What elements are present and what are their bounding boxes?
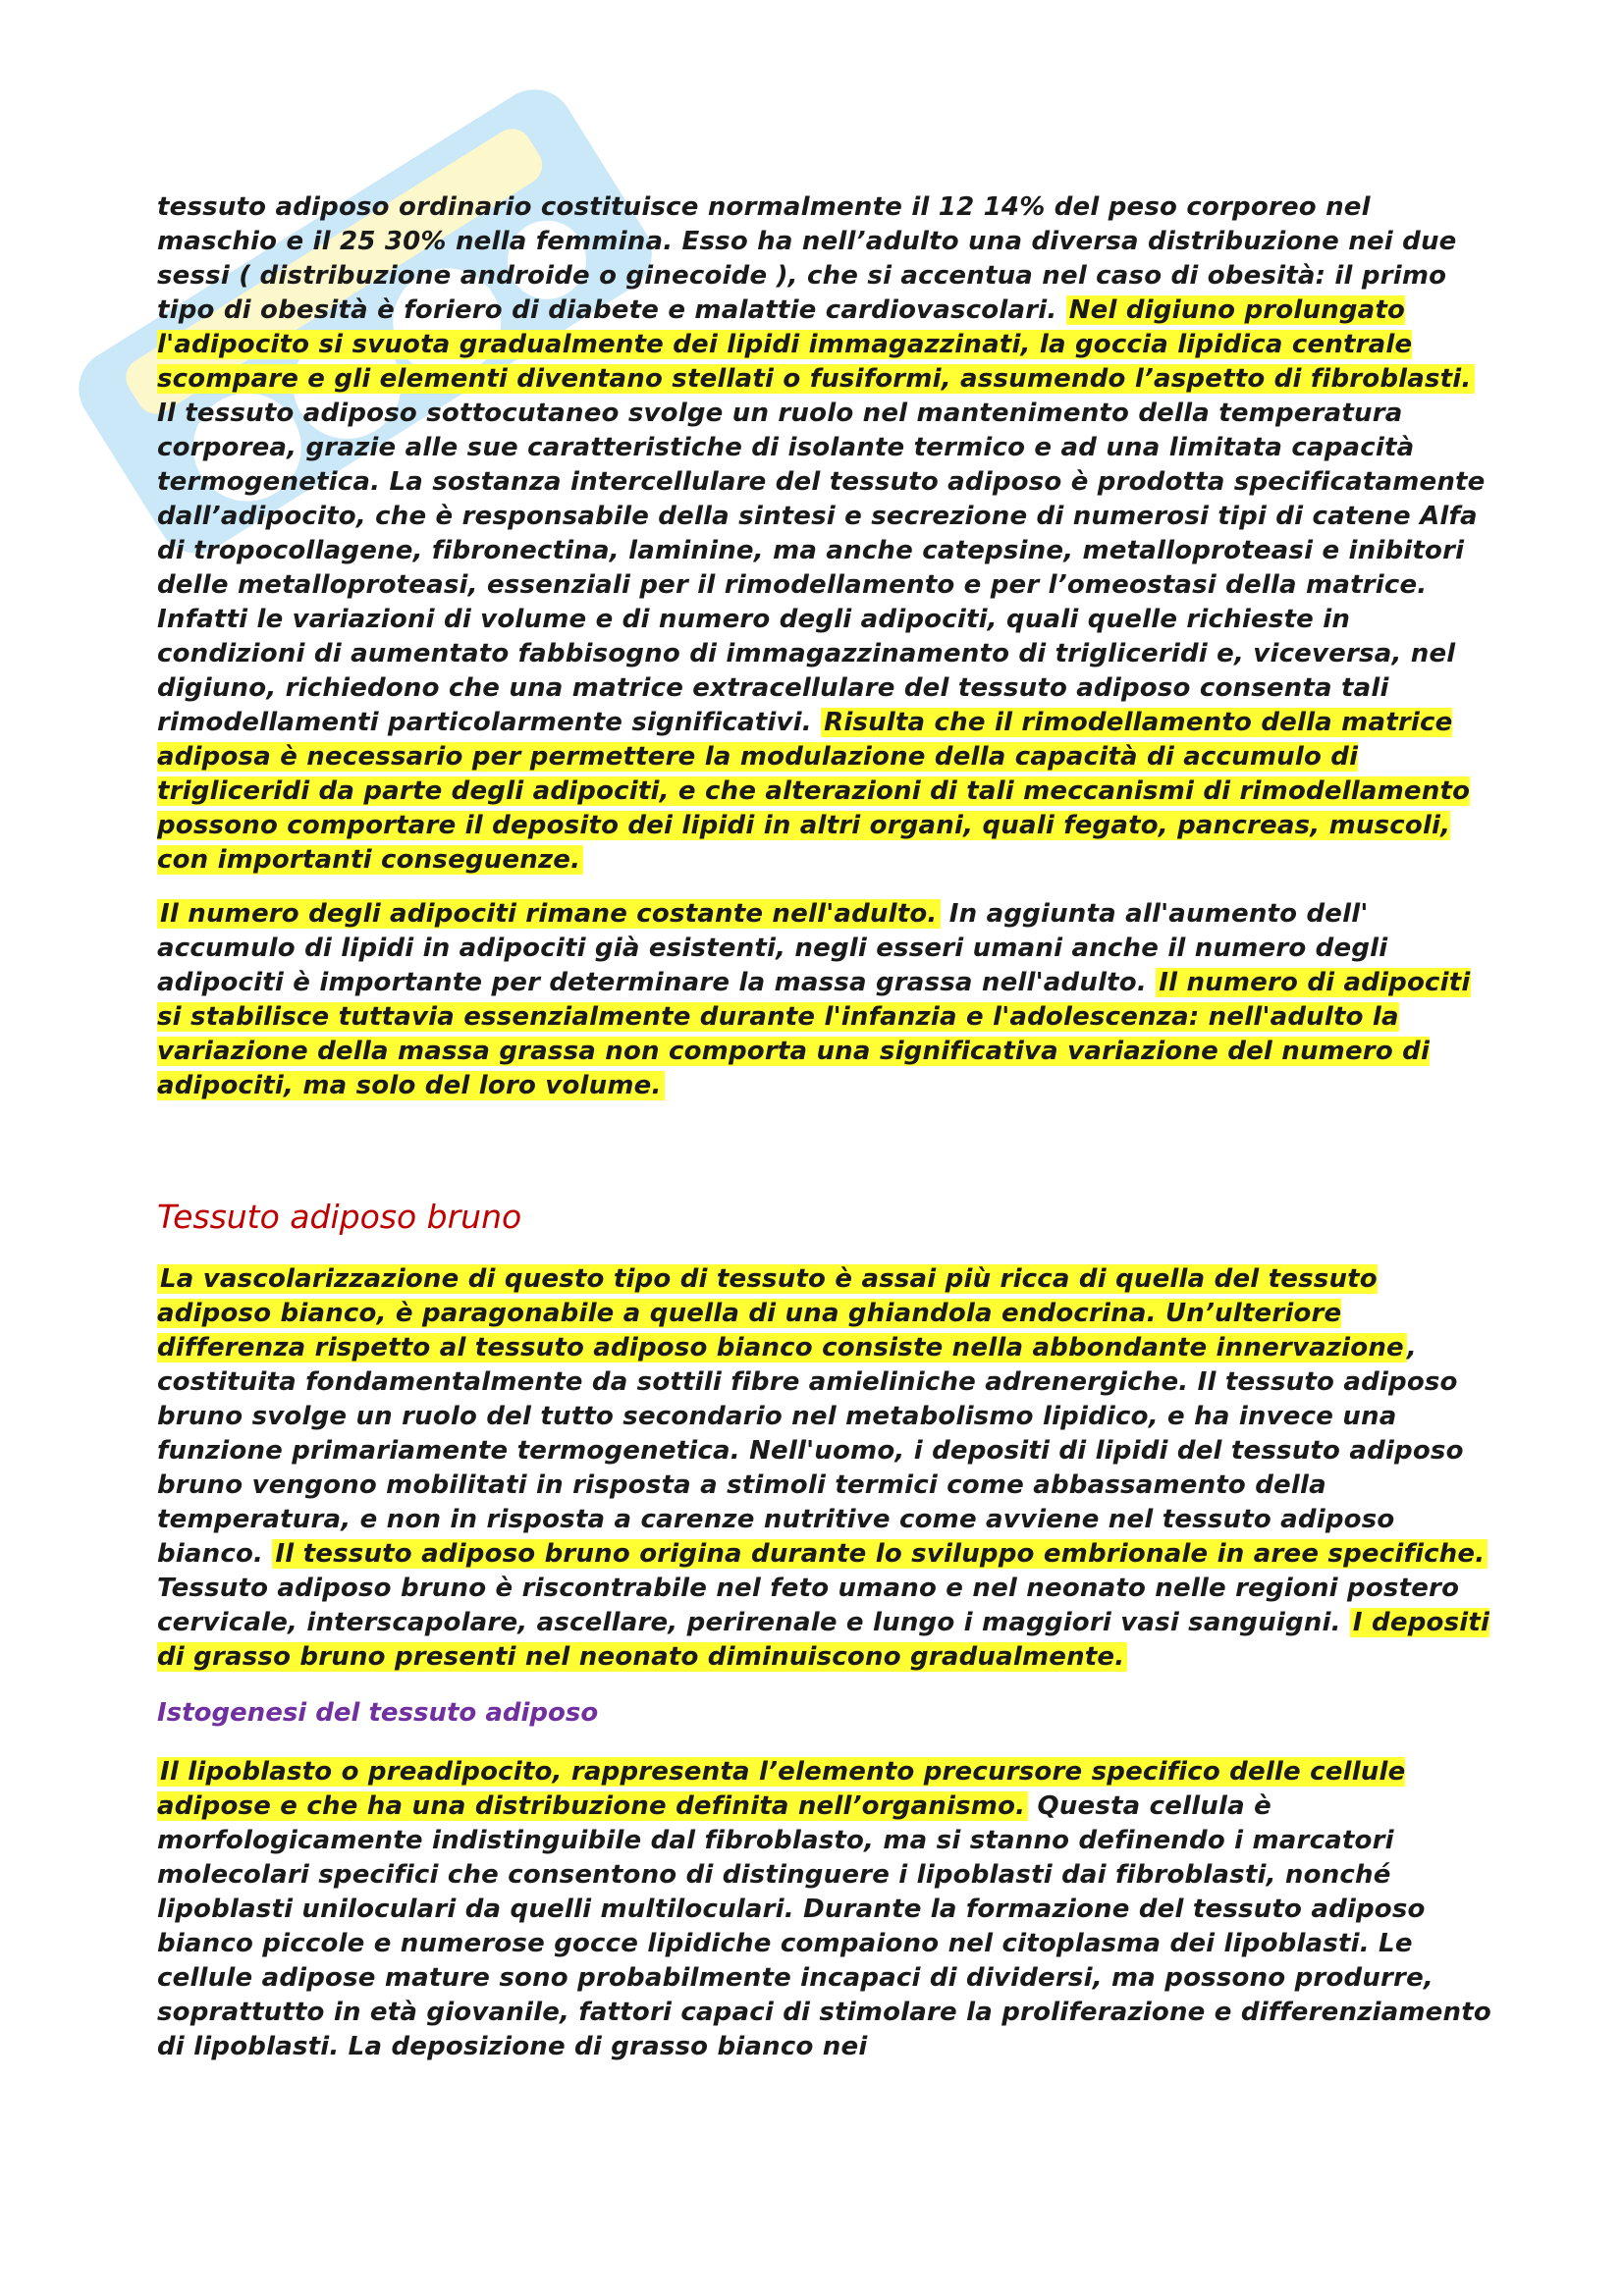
subsection-heading-istogenesi: Istogenesi del tessuto adiposo [157,1698,599,1728]
paragraph-adiposo-ordinario [157,190,1492,878]
highlighted-text: Il lipoblasto o preadipocito, rappresenta l’elemento precursore specifico delle cellule adipose e che ha una distribuzione definita nell’organismo. [157,1757,1406,1821]
text-segment: , costituita fondamentalmente da sottili fibre amieliniche adrenergiche. Il tessuto adiposo bruno svolge un ruolo del tutto secondario nel metabolismo lipidico, e ha invece una funzione primariamente termogenetica. Nell'uomo, i depositi di lipidi del tessuto adiposo bruno vengono mobilitati in risposta a stimoli termici come abbassamento della temperatura, e non in risposta a carenze nutritive come avviene nel tessuto adiposo bianco. [157,1333,1464,1569]
paragraph-numero-adipociti [157,897,1492,1103]
text-segment: In aggiunta all'aumento dell' accumulo di lipidi in adipociti già esistenti, negli esseri umani anche il numero degli adipociti è importante per determinare la massa grassa nell'adulto. [157,899,1388,997]
highlighted-text: Il numero di adipociti si stabilisce tuttavia essenzialmente durante l'infanzia e l'adolescenza: nell'adulto la variazione della massa grassa non comporta una significativa variazione del numero di adipociti, ma solo del loro volume. [157,968,1471,1100]
highlighted-text: I depositi di grasso bruno presenti nel neonato diminuiscono gradualmente. [157,1608,1490,1672]
section-heading-bruno: Tessuto adiposo bruno [157,1198,522,1236]
paragraph-adiposo-bruno [157,1262,1492,1675]
text-segment: Tessuto adiposo bruno è riscontrabile nel feto umano e nel neonato nelle regioni postero cervicale, interscapolare, ascellare, perirenale e lungo i maggiori vasi sanguigni. [157,1574,1460,1637]
highlighted-text: Nel digiuno prolungato l'adipocito si svuota gradualmente dei lipidi immagazzinati, la goccia lipidica centrale scompare e gli elementi diventano stellati o fusiformi, assumendo l’aspetto di fibroblasti. [157,295,1475,394]
highlighted-text: Il numero degli adipociti rimane costante nell'adulto. [157,899,941,929]
text-segment: Questa cellula è morfologicamente indistinguibile dal fibroblasto, ma si stanno definendo i marcatori molecolari specifici che consentono di distinguere i lipoblasti dai fibroblasti, nonché lipoblasti uniloculari da quelli multiloculari. Durante la formazione del tessuto adiposo bianco piccole e numerose gocce lipidiche compaiono nel citoplasma dei lipoblasti. Le cellule adipose mature sono probabilmente incapaci di dividersi, ma possono produrre, soprattutto in età giovanile, fattori capaci di stimolare la proliferazione e differenziamento di lipoblasti. La deposizione di grasso bianco nei [157,1791,1491,2061]
paragraph-istogenesi [157,1755,1492,2064]
highlighted-text: La vascolarizzazione di questo tipo di tessuto è assai più ricca di quella del tessuto adiposo bianco, è paragonabile a quella di una ghiandola endocrina. Un’ulteriore differenza rispetto al tessuto adiposo bianco consiste nella abbondante innervazione [157,1264,1407,1362]
text-segment: Il tessuto adiposo sottocutaneo svolge un ruolo nel mantenimento della temperatura corporea, grazie alle sue caratteristiche di isolante termico e ad una limitata capacità termogenetica. La sostanza intercellulare del tessuto adiposo è prodotta specificatamente dall’adipocito, che è responsabile della sintesi e secrezione di numerosi tipi di catene Alfa di tropocollagene, fibronectina, laminine, ma anche catepsine, metalloproteasi e inibitori delle metalloproteasi, essenziali per il rimodellamento e per l’omeostasi della matrice. Infatti le variazioni di volume e di numero degli adipociti, quali quelle richieste in condizioni di aumentato fabbisogno di immagazzinamento di trigliceridi e, viceversa, nel digiuno, richiedono che una matrice extracellulare del tessuto adiposo consenta tali rimodellamenti particolarmente significativi. [157,399,1486,737]
document-body [157,190,1492,2064]
text-segment: tessuto adiposo ordinario costituisce normalmente il 12 14% del peso corporeo nel maschio e il 25 30% nella femmina. Esso ha nell’adulto una diversa distribuzione nei due sessi ( distribuzione androide o ginecoide ), che si accentua nel caso di obesità: il primo tipo di obesità è foriero di diabete e malattie cardiovascolari. [157,192,1457,325]
highlighted-text: Il tessuto adiposo bruno origina durante lo sviluppo embrionale in aree specifiche. [272,1539,1488,1569]
highlighted-text: Risulta che il rimodellamento della matrice adiposa è necessario per permettere la modulazione della capacità di accumulo di trigliceridi da parte degli adipociti, e che alterazioni di tali meccanismi di rimodellamento possono comportare il deposito dei lipidi in altri organi, quali fegato, pancreas, muscoli, con importanti conseguenze. [157,708,1471,875]
